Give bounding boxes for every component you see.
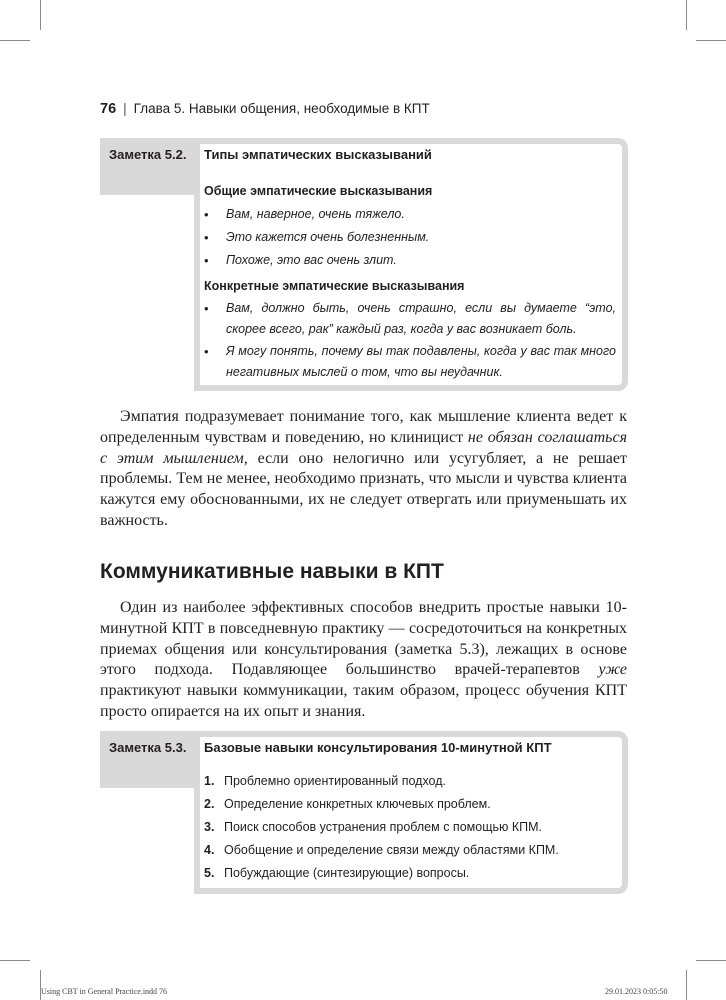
list-item: • Я могу понять, почему вы так подавлены, когда у вас так много негативных мыслей о том, что вы неудачник. bbox=[204, 341, 616, 383]
footer-file-name: Using CBT in General Practice.indd 76 bbox=[41, 987, 168, 996]
crop-mark bbox=[0, 960, 30, 961]
crop-mark bbox=[686, 0, 687, 30]
bullet-icon: • bbox=[204, 301, 209, 316]
general-statements-heading: Общие эмпатические высказывания bbox=[204, 184, 433, 198]
note-title: Типы эмпатических высказываний bbox=[204, 147, 432, 162]
note-box-5-2 bbox=[100, 138, 628, 391]
note-title: Базовые навыки консультирования 10-минутной КПТ bbox=[204, 740, 552, 755]
chapter-title: Глава 5. Навыки общения, необходимые в КПТ bbox=[133, 101, 430, 116]
header-separator: | bbox=[123, 101, 127, 116]
emphasis: уже bbox=[598, 661, 627, 679]
list-item: • Это кажется очень болезненным. bbox=[204, 227, 616, 248]
note-label: Заметка 5.2. bbox=[109, 147, 187, 162]
crop-mark bbox=[696, 40, 726, 41]
note-box-5-3 bbox=[100, 731, 628, 894]
list-item: • Вам, должно быть, очень страшно, если вы думаете “это, скорее всего, рак” каждый раз, когда у вас возникает боль. bbox=[204, 298, 616, 340]
specific-statements-heading: Конкретные эмпатические высказывания bbox=[204, 279, 465, 293]
list-item: • Вам, наверное, очень тяжело. bbox=[204, 204, 616, 225]
crop-mark bbox=[696, 960, 726, 961]
list-item: 3. Поиск способов устранения проблем с помощью КПМ. bbox=[204, 820, 542, 834]
footer-timestamp: 29.01.2023 0:05:50 bbox=[605, 987, 668, 996]
list-item: 1. Проблемно ориентированный подход. bbox=[204, 774, 446, 788]
bullet-icon: • bbox=[204, 207, 209, 222]
crop-mark bbox=[0, 40, 30, 41]
page-number: 76 bbox=[100, 101, 117, 117]
emphasis: не обязан соглашаться с этим мышлением, bbox=[100, 428, 627, 467]
section-heading: Коммуникативные навыки в КПТ bbox=[100, 560, 444, 583]
bullet-icon: • bbox=[204, 253, 209, 268]
crop-mark bbox=[686, 970, 687, 1000]
bullet-icon: • bbox=[204, 344, 209, 359]
crop-mark bbox=[40, 0, 41, 30]
list-item: 2. Определение конкретных ключевых проблем. bbox=[204, 797, 491, 811]
list-item: • Похоже, это вас очень злит. bbox=[204, 250, 616, 271]
list-item: 5. Побуждающие (синтезирующие) вопросы. bbox=[204, 866, 470, 880]
bullet-icon: • bbox=[204, 230, 209, 245]
body-paragraph: Один из наиболее эффективных способов внедрить простые навыки 10-минутной КПТ в повседневную практику — сосредоточиться на конкретных приемах общения или консультирования (заметка 5.3), лежащих в основе этого подхода. Подавляющее большинство врачей-терапевтов уже практикуют навыки коммуникации, таким образом, процесс обучения КПТ просто опирается на их опыт и знания. bbox=[100, 599, 627, 720]
note-label: Заметка 5.3. bbox=[109, 740, 187, 755]
running-head bbox=[100, 101, 630, 117]
list-item: 4. Обобщение и определение связи между областями КПМ. bbox=[204, 843, 559, 857]
body-paragraph: Эмпатия подразумевает понимание того, как мышление клиента ведет к определенным чувствам и поведению, но клиницист не обязан соглашаться с этим мышлением, если оно нелогично или усугубляет, а не решает проблемы. Тем не менее, необходимо признать, что мысли и чувства клиента кажутся ему обоснованными, их не следует отвергать или приуменьшать их важность. bbox=[100, 408, 627, 529]
